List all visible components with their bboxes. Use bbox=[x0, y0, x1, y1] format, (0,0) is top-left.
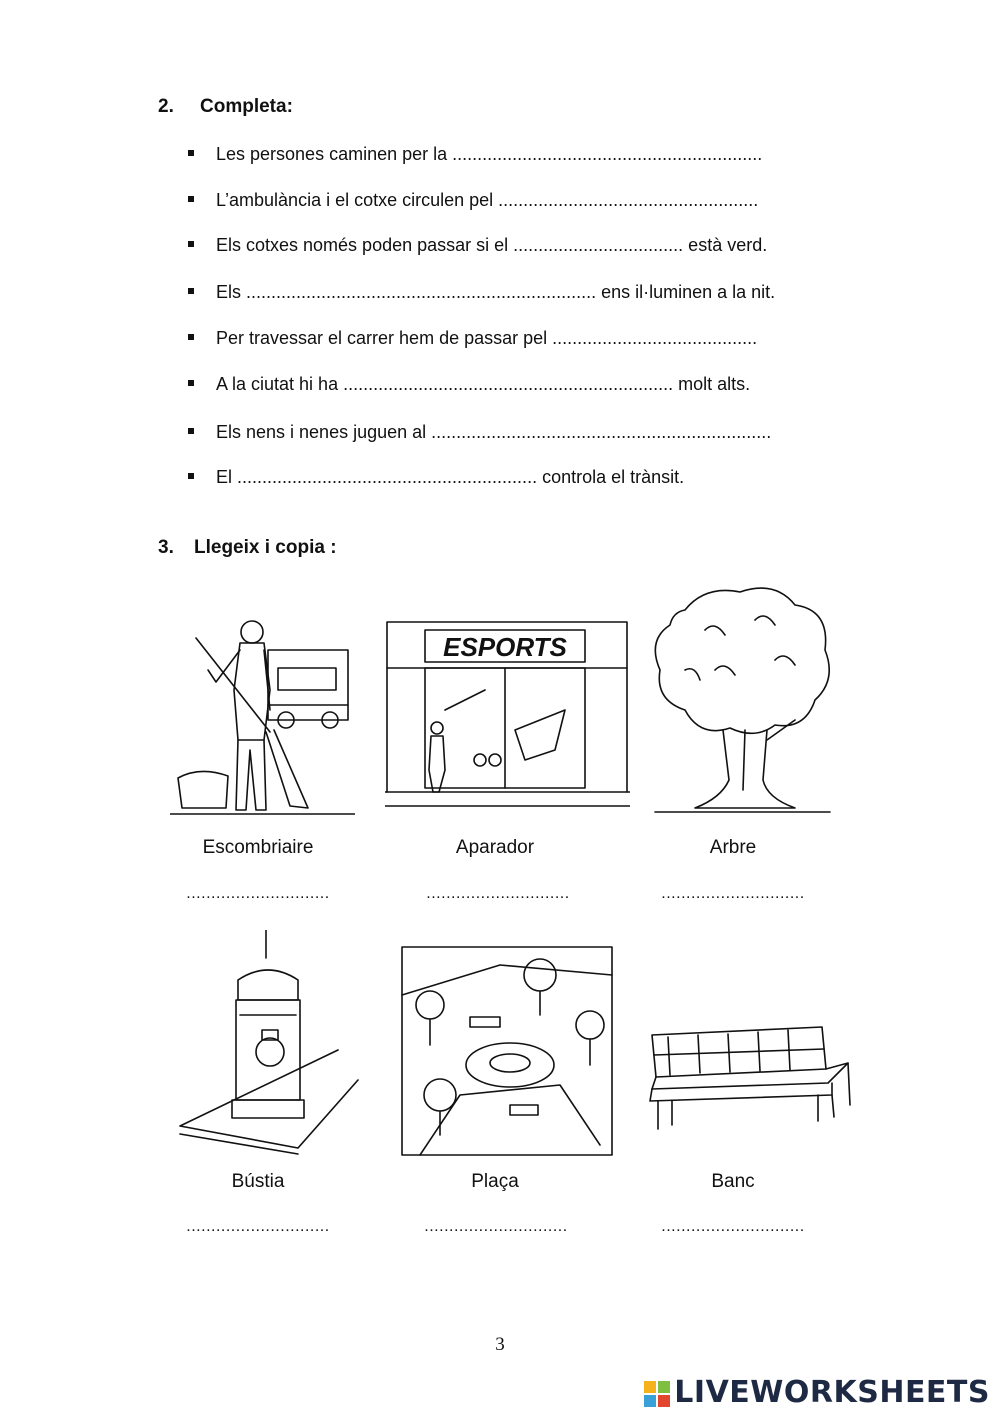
word-label: Banc bbox=[711, 1171, 755, 1192]
mailbox-illustration bbox=[178, 930, 363, 1155]
exercise-3-number: 3. bbox=[158, 537, 174, 558]
bullet-icon bbox=[188, 241, 194, 247]
sentence-text: Per travessar el carrer hem de passar pel ......................................... bbox=[216, 328, 758, 348]
word-label: Arbre bbox=[709, 837, 757, 858]
sentence-item bbox=[188, 235, 767, 256]
copy-blank[interactable]: ............................. bbox=[661, 1218, 805, 1235]
bullet-icon bbox=[188, 473, 194, 479]
exercise-3-title: Llegeix i copia : bbox=[194, 537, 337, 558]
sentence-item bbox=[188, 282, 775, 303]
sentence-item bbox=[188, 144, 762, 165]
word-label: Aparador bbox=[455, 837, 535, 858]
sentence-text: El ............................................................ controla el trànsit. bbox=[216, 467, 685, 487]
sentence-text: Els cotxes només poden passar si el .................................. està verd. bbox=[216, 235, 768, 255]
shop-sign: ESPORTS bbox=[443, 632, 567, 662]
copy-blank[interactable]: ............................. bbox=[661, 885, 805, 902]
exercise-2-title: Completa: bbox=[200, 96, 293, 117]
sentence-item bbox=[188, 467, 684, 488]
sentence-text: Els nens i nenes juguen al .................................................................... bbox=[216, 422, 772, 442]
bench-illustration bbox=[648, 1025, 858, 1135]
sentence-text: Les persones caminen per la .............................................................. bbox=[216, 144, 763, 164]
page-number: 3 bbox=[495, 1334, 505, 1355]
liveworksheets-logo-icon bbox=[644, 1381, 670, 1407]
plaza-illustration bbox=[400, 945, 615, 1157]
tree-illustration bbox=[645, 580, 840, 820]
word-label: Escombriaire bbox=[202, 837, 314, 858]
shop-window-illustration bbox=[385, 620, 630, 820]
sentence-item bbox=[188, 328, 757, 349]
exercise-2-number: 2. bbox=[158, 96, 174, 117]
sentence-item bbox=[188, 190, 758, 211]
bullet-icon bbox=[188, 428, 194, 434]
exercise-3-heading bbox=[158, 537, 337, 559]
sentence-item bbox=[188, 422, 771, 443]
copy-blank[interactable]: ............................. bbox=[426, 885, 570, 902]
copy-blank[interactable]: ............................. bbox=[424, 1218, 568, 1235]
bullet-icon bbox=[188, 288, 194, 294]
bullet-icon bbox=[188, 380, 194, 386]
sentence-text: A la ciutat hi ha .................................................................. molt alts. bbox=[216, 374, 751, 394]
exercise-2-heading bbox=[158, 96, 293, 118]
brand-footer[interactable] bbox=[644, 1375, 990, 1410]
sentence-item bbox=[188, 374, 750, 395]
word-label: Plaça bbox=[471, 1171, 519, 1192]
bullet-icon bbox=[188, 196, 194, 202]
sentence-text: Els ...................................................................... ens il·luminen a la nit. bbox=[216, 282, 776, 302]
sentence-text: L’ambulància i el cotxe circulen pel .................................................... bbox=[216, 190, 759, 210]
bullet-icon bbox=[188, 150, 194, 156]
copy-blank[interactable]: ............................. bbox=[186, 885, 330, 902]
street-sweeper-illustration bbox=[170, 610, 355, 820]
copy-blank[interactable]: ............................. bbox=[186, 1218, 330, 1235]
word-label: Bústia bbox=[231, 1171, 285, 1192]
bullet-icon bbox=[188, 334, 194, 340]
brand-name: LIVEWORKSHEETS bbox=[674, 1375, 990, 1410]
